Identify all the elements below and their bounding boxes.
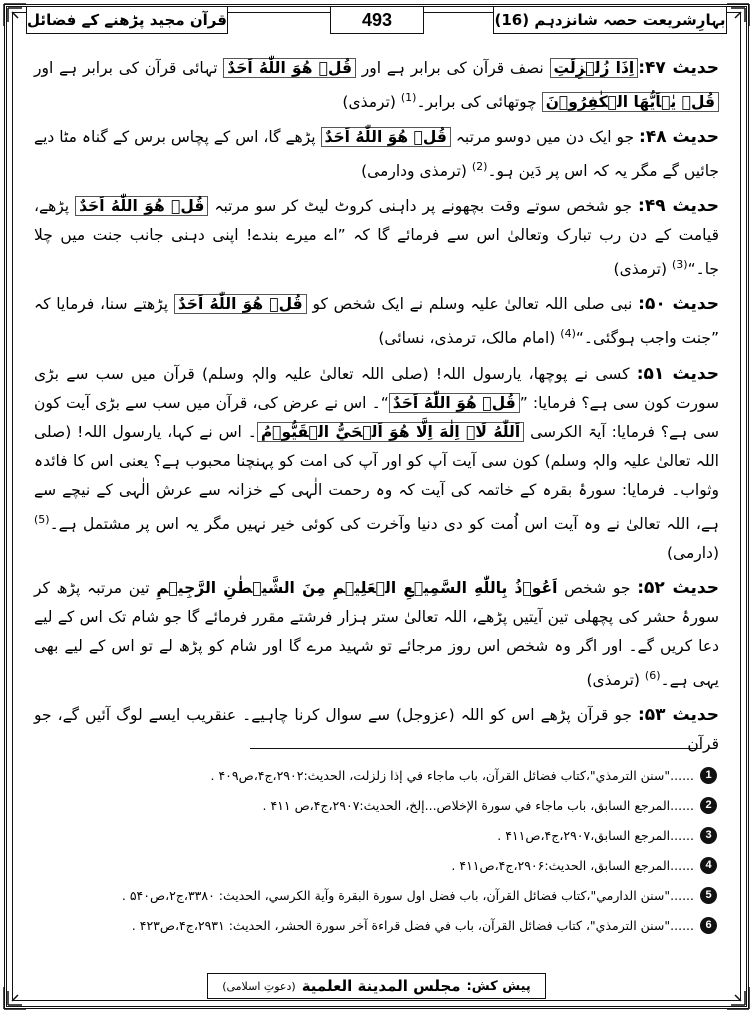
- hadith-text: جو شخص: [557, 578, 638, 597]
- footer: [0, 973, 753, 999]
- hadith-text: (ترمذی ودارمی): [361, 162, 472, 181]
- footnote-ref: (2): [471, 160, 488, 174]
- hadith-paragraph: [34, 192, 719, 284]
- footer-prefix: پیش کش:: [466, 978, 531, 994]
- hadith-label: حدیث ۵۱:: [636, 363, 719, 384]
- quran-verse: قُلۡ هُوَ اللّٰهُ اَحَدٌ: [321, 127, 451, 147]
- footnote-text: ......المرجع السابق، باب ماجاء في سورة الإخلاص...إلخ، الحديث:۲۹۰۷،ج۴،ص ۴۱۱ .: [262, 797, 694, 813]
- hadith-paragraph: [34, 360, 719, 568]
- footnote-item: [40, 820, 717, 850]
- footnote-text: ......المرجع السابق،۲۹۰۷،ج۴،ص۴۱۱ .: [497, 827, 694, 843]
- hadith-text: “۔ اس نے عرض کی، قرآن میں سب سے بڑی آیت کون سی ہے؟ فرمایا: آیۃ الکرسی: [34, 393, 719, 441]
- header-chapter-title: قرآن مجید پڑھنے کے فضائل: [26, 6, 228, 34]
- hadith-text: نصف قرآن کی برابر ہے اور: [356, 59, 550, 77]
- footnote-text: ......المرجع السابق، الحديث:۲۹۰۶،ج۴،ص۴۱۱ .: [451, 857, 694, 873]
- hadith-paragraph: [34, 123, 719, 186]
- footnote-number: 5: [700, 887, 717, 904]
- footnote-ref: (1): [400, 91, 417, 104]
- hadith-text: پڑھے گا، اس کے پچاس برس کے گناہ مٹا دیے جائیں گے مگر یہ کہ اس پر دَین ہو۔: [34, 128, 719, 181]
- hadith-text: (ترمذی): [586, 670, 645, 689]
- footer-brand: مجلس المدينة العلمية: [301, 977, 461, 995]
- hadith-text: (دارمی): [666, 543, 719, 562]
- footnotes-list: [40, 760, 717, 940]
- hadith-text: (ترمذی): [613, 260, 672, 279]
- hadith-text: (ترمذی): [342, 93, 401, 112]
- hadith-label: حدیث ۵۰:: [638, 294, 719, 315]
- hadith-label: حدیث ۴۹:: [638, 196, 719, 217]
- hadith-paragraph: [34, 574, 719, 695]
- hadith-label: حدیث ۵۳:: [637, 704, 719, 725]
- corner-ornament-icon: [725, 2, 751, 28]
- hadith-label: حدیث ۴۷:: [638, 58, 720, 78]
- page-number: 493: [330, 6, 424, 34]
- footnote-number: 6: [700, 917, 717, 934]
- hadith-text: جو شخص سوتے وقت بچھونے پر داہنی کروٹ لیٹ کر سو مرتبہ: [208, 197, 639, 216]
- hadith-text: تہائی قرآن کی برابر ہے اور: [34, 59, 224, 77]
- hadith-label: حدیث ۵۲:: [637, 577, 719, 598]
- hadith-text: پڑھے، قیامت کے دن رب تبارک وتعالیٰ اس سے فرمائے گا کہ ”اے میرے بندے! اپنی دہنی جانب جنت میں چلا جا۔“: [34, 197, 719, 279]
- header-book-title: بہارِشریعت حصہ شانزدہم (16): [493, 6, 727, 34]
- hadith-paragraph: [34, 290, 719, 353]
- hadith-paragraph: [34, 54, 719, 117]
- quran-verse: اِذَا زُلۡزِلَتِ: [550, 58, 639, 78]
- footnote-ref: (6): [644, 668, 661, 682]
- footnote-item: [40, 880, 717, 910]
- hadith-text: تین مرتبہ پڑھ کر سورۂ حشر کی پچھلی تین آیتیں پڑھے، اللہ تعالیٰ ستر ہزار فرشتے مقرر فرمائے گا جو شام تک اس کے لیے دعا کریں گے۔ اور اگر وہ شخص اس روز مرجائے تو شہید مرے گا اور شام کو پڑھ لے تو اس کے لیے بھی یہی ہے۔: [34, 578, 719, 689]
- hadith-paragraph: [34, 701, 719, 759]
- footnote-number: 1: [700, 767, 717, 784]
- hadith-label: حدیث ۴۸:: [639, 127, 719, 148]
- footnote-number: 4: [700, 857, 717, 874]
- footnote-item: [40, 790, 717, 820]
- quran-verse: اَللّٰهُ لَاۤ اِلٰهَ اِلَّا هُوَ اَلۡحَيُّ الۡقَيُّوۡمُ: [257, 422, 524, 442]
- footer-credit: [207, 973, 546, 999]
- quran-verse: قُلۡ هُوَ اللّٰهُ اَحَدٌ: [174, 294, 307, 314]
- footer-subtitle: (دعوتِ اسلامی): [222, 979, 296, 993]
- footnote-number: 2: [700, 797, 717, 814]
- hadith-text: کسی نے پوچھا، یارسول اللہ! (صلی اللہ تعالیٰ علیہ والہٖ وسلم) قرآن میں سب سے بڑی سورت کون سی ہے؟ فرمایا: ”: [34, 364, 719, 412]
- hadith-text: جو قرآن پڑھے اس کو اللہ (عزوجل) سے سوال کرنا چاہیے۔ عنقریب ایسے لوگ آئیں گے، جو قرآن: [34, 705, 719, 753]
- footnote-ref: (5): [34, 512, 50, 526]
- footnote-ref: (4): [560, 327, 576, 341]
- quran-verse: قُلۡ هُوَ اللّٰهُ اَحَدٌ: [389, 393, 520, 413]
- hadith-text: پڑھتے سنا، فرمایا کہ ”جنت واجب ہوگئی۔“: [34, 295, 719, 348]
- hadith-text-body: [34, 54, 719, 765]
- footnote-item: [40, 850, 717, 880]
- quran-verse: قُلۡ هُوَ اللّٰهُ اَحَدٌ: [75, 196, 208, 216]
- footnote-text: ......"سنن الترمذي"، كتاب فضائل القرآن، باب في فضل قراءة آخر سورة الحشر، الحديث: ۲۹۳۱،ج۴،ص۴۲۳ .: [131, 917, 694, 933]
- footnote-item: [40, 760, 717, 790]
- footnote-item: [40, 910, 717, 940]
- hadith-text: جو ایک دن میں دوسو مرتبہ: [450, 128, 640, 147]
- footnote-text: ......"سنن الدارمي"،كتاب فضائل القرآن، باب فضل اول سورة البقرة وآية الكرسي، الحديث: ۳۳۸۰،ج۲،ص۵۴۰ .: [121, 887, 694, 903]
- footnote-ref: (3): [671, 258, 688, 272]
- hadith-text: نبی صلی اللہ تعالیٰ علیہ وسلم نے ایک شخص کو: [306, 295, 639, 314]
- footnote-text: ......"سنن الترمذي"،كتاب فضائل القرآن، باب ماجاء في إذا زلزلت، الحديث:۲۹۰۲،ج۴،ص۴۰۹ .: [210, 767, 694, 783]
- hadith-text: چوتھائی کی برابر۔: [416, 93, 542, 112]
- quran-verse: قُلۡ يٰۤاَيُّهَا الۡكٰفِرُوۡنَ: [542, 92, 719, 112]
- arabic-phrase: اَعُوۡذُ بِاللّٰهِ السَّمِيۡعِ الۡعَلِيۡمِ مِنَ الشَّيۡطٰنِ الرَّجِيۡمِ: [156, 578, 558, 597]
- hadith-text: ۔ اس نے کہا، یارسول اللہ! (صلی اللہ تعالیٰ علیہ والہٖ وسلم) کون سی آیت آپ کو اور آپ کی امت کو پہنچنا محبوب ہے؟ یعنی اس کا فائدہ وثواب۔ فرمایا: سورۂ بقرہ کے خاتمہ کی آیت کہ وہ رحمت الٰہی کے خزانہ سے عرش الٰہی کے نیچے سے ہے، اللہ تعالیٰ نے وہ آیت اس اُمت کو دی دنیا وآخرت کی کوئی خیر نہیں مگر یہ اس پر مشتمل ہے۔: [34, 422, 719, 533]
- footnote-divider: [250, 748, 701, 749]
- quran-verse: قُلۡ هُوَ اللّٰهُ اَحَدٌ: [223, 58, 356, 78]
- corner-ornament-icon: [2, 2, 28, 28]
- hadith-text: (امام مالک، ترمذی، نسائی): [378, 329, 561, 348]
- footnote-number: 3: [700, 827, 717, 844]
